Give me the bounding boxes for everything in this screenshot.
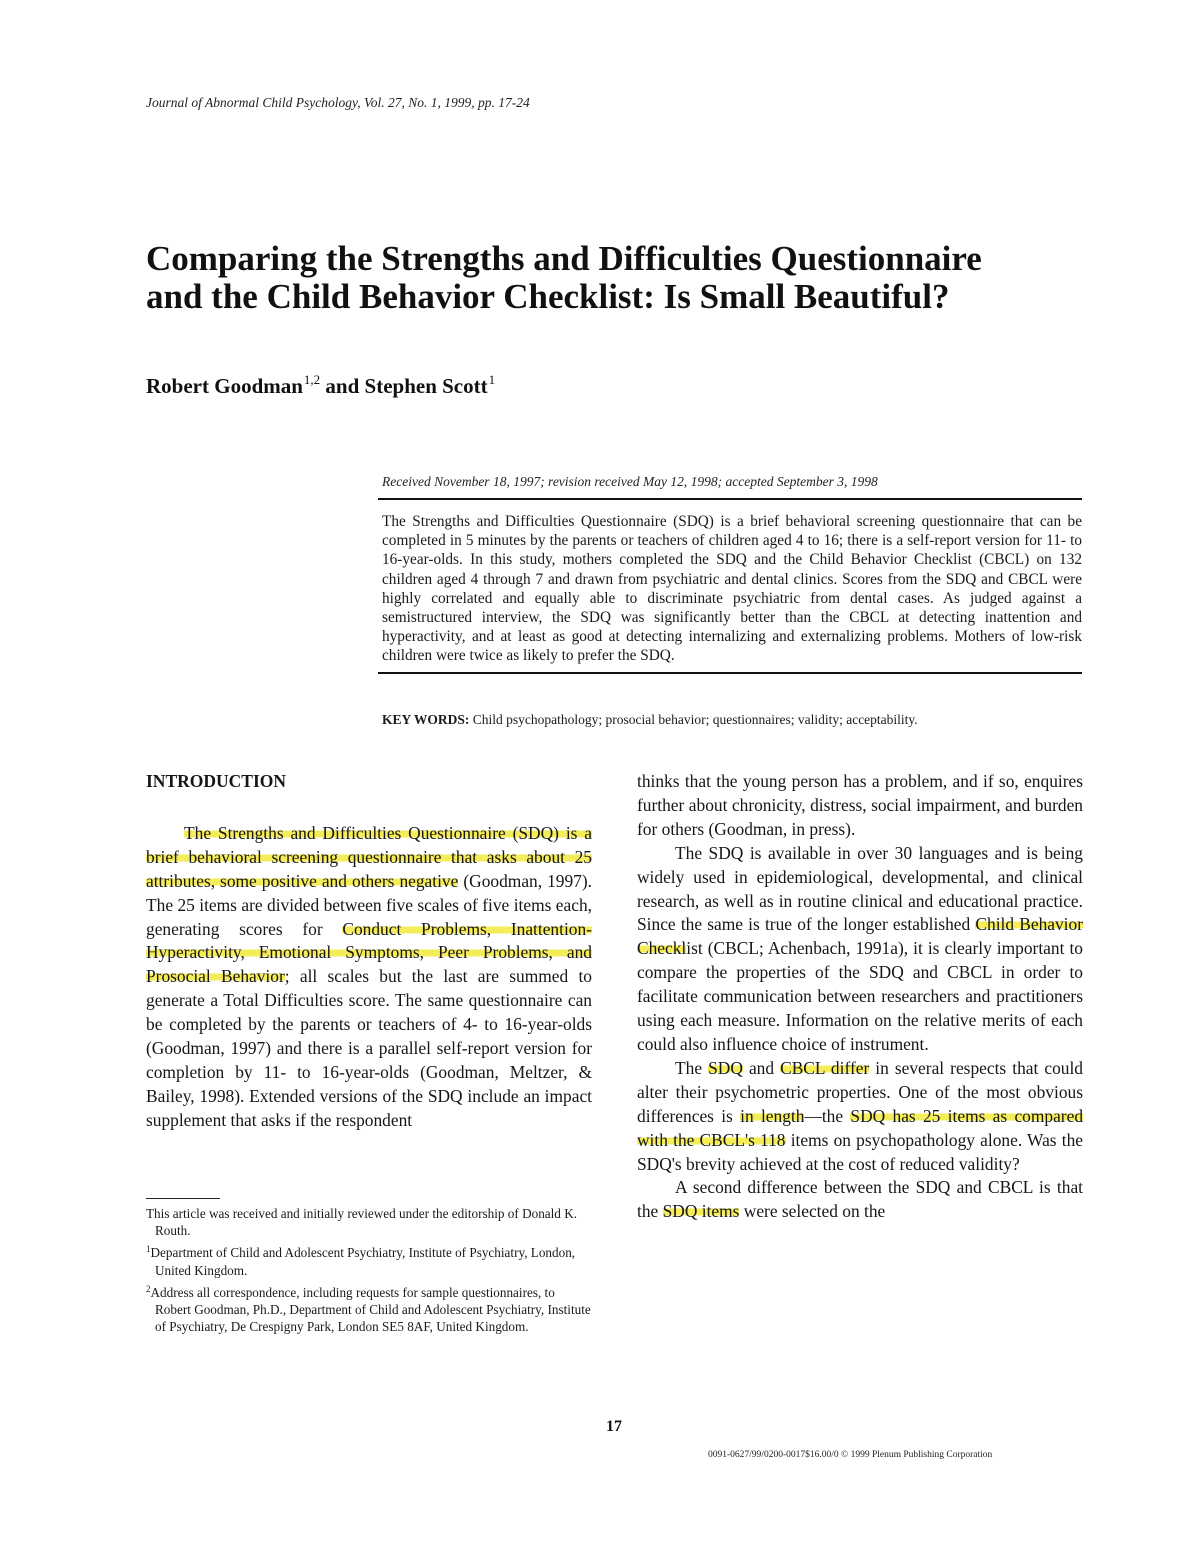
footnote-divider [146, 1198, 220, 1199]
highlighted-text: Conduct Problems, Inattention-Hyperactivity, Emotional Symptoms, Peer Problems, and Prosocial Behavior [146, 918, 592, 987]
footnotes [146, 1205, 592, 1337]
right-column [637, 770, 1083, 1224]
highlighted-text: in length [740, 1105, 805, 1126]
author-goodman-affiliation: 1,2 [303, 372, 321, 387]
highlighted-text: SDQ has 25 items as compared with the CBCL's 118 [637, 1105, 1084, 1150]
footnote-2-text: Address all correspondence, including requests for sample questionnaires, to Robert Goodman, Ph.D., Department of Child and Adolescent Psychiatry, Institute of Psychiatry, De Crespigny Park, London SE5 8AF, United Kingdom. [150, 1284, 591, 1335]
author-list [146, 372, 495, 399]
copyright-line: 0091-0627/99/0200-0017$16.00/0 © 1999 Plenum Publishing Corporation [708, 1450, 993, 1460]
body-text: A second difference between the SDQ and CBCL is that the [637, 1177, 1083, 1222]
highlighted-text: SDQ items [662, 1201, 740, 1222]
highlighted-text: CBCL differ [780, 1057, 870, 1078]
page-number: 17 [606, 1418, 622, 1435]
footnote-1-marker: 1 [146, 1244, 151, 1255]
body-text: (Goodman, 1997). The 25 items are divided between five scales of five items each, generating scores for [146, 870, 593, 939]
footnote-2 [146, 1281, 592, 1336]
intro-paragraph-2 [637, 842, 1083, 1057]
footnote-1 [146, 1241, 592, 1278]
footnote-2-marker: 2 [146, 1283, 151, 1294]
received-dates: Received November 18, 1997; revision received May 12, 1998; accepted September 3, 1998 [382, 474, 878, 489]
body-text: —the [804, 1105, 851, 1126]
author-scott-affiliation: 1 [488, 372, 496, 387]
footnote-editorship: This article was received and initially reviewed under the editorship of Donald K. Routh. [146, 1206, 578, 1239]
author-connector: and [320, 374, 365, 398]
body-text: items on psychopathology alone. Was the SDQ's brevity achieved at the cost of reduced validity? [637, 1129, 1083, 1174]
body-text: in several respects that could alter their psychometric properties. One of the most obvious differences is [637, 1057, 1083, 1126]
highlighted-text: Child Behavior Checkl [637, 914, 1083, 959]
abstract-box [378, 498, 1082, 674]
footnote-1-text: Department of Child and Adolescent Psychiatry, Institute of Psychiatry, London, United Kingdom. [150, 1245, 576, 1278]
highlighted-text: The Strengths and Difficulties Questionnaire (SDQ) is a brief behavioral screening questionnaire that asks about 25 attributes, some positive and others negative [146, 822, 592, 891]
keywords-label: KEY WORDS: [382, 712, 470, 727]
paper-title [146, 240, 1086, 316]
title-line-1: Comparing the Strengths and Difficulties Questionnaire [146, 239, 982, 278]
section-heading-introduction: INTRODUCTION [146, 771, 287, 791]
intro-paragraph-3 [637, 1057, 1083, 1177]
keywords-text: Child psychopathology; prosocial behavior; questionnaires; validity; acceptability. [469, 712, 918, 727]
highlighted-text: SDQ [708, 1057, 743, 1078]
body-text: The [675, 1057, 709, 1078]
intro-paragraph-continued: thinks that the young person has a problem, and if so, enquires further about chronicity, distress, social impairment, and burden for others (Goodman, in press). [637, 771, 1083, 839]
author-goodman: Robert Goodman [146, 374, 303, 398]
journal-citation: Journal of Abnormal Child Psychology, Vol. 27, No. 1, 1999, pp. 17-24 [146, 95, 530, 110]
abstract-text: The Strengths and Difficulties Questionnaire (SDQ) is a brief behavioral screening questionnaire that can be completed in 5 minutes by the parents or teachers of children aged 4 to 16; there is a self-report version for 11- to 16-year-olds. In this study, mothers completed the SDQ and the Child Behavior Checklist (CBCL) on 132 children aged 4 through 7 and drawn from psychiatric and dental clinics. Scores from the SDQ and CBCL were highly correlated and equally able to discriminate psychiatric from dental cases. As judged against a semistructured interview, the SDQ was significantly better than the CBCL at detecting inattention and hyperactivity, and at least as good at detecting internalizing and externalizing problems. Mothers of low-risk children were twice as likely to prefer the SDQ. [382, 513, 1082, 665]
author-scott: Stephen Scott [364, 374, 488, 398]
body-text: ; all scales but the last are summed to generate a Total Difficulties score. The same questionnaire can be completed by the parents or teachers of 4- to 16-year-olds (Goodman, 1997) and there is a parallel self-report version for completion by 11- to 16-year-olds (Goodman, Meltzer, & Bailey, 1998). Extended versions of the SDQ include an impact supplement that asks if the respondent [146, 966, 592, 1130]
body-text: The SDQ is available in over 30 languages and is being widely used in epidemiological, developmental, and clinical research, as well as in routine clinical and educational practice. Since the same is true of the longer established [637, 842, 1083, 935]
body-text: ist (CBCL; Achenbach, 1991a), it is clearly important to compare the properties of the SDQ and CBCL in order to facilitate communication between researchers and practitioners using each measure. Information on the relative merits of each could also influence choice of instrument. [637, 938, 1083, 1054]
title-line-2: and the Child Behavior Checklist: Is Small Beautiful? [146, 277, 950, 316]
intro-paragraph-1 [146, 822, 592, 1133]
body-text: were selected on the [739, 1201, 886, 1222]
left-column [146, 770, 592, 1133]
body-text: and [742, 1057, 781, 1078]
keywords [382, 712, 918, 728]
intro-paragraph-4 [637, 1176, 1083, 1224]
